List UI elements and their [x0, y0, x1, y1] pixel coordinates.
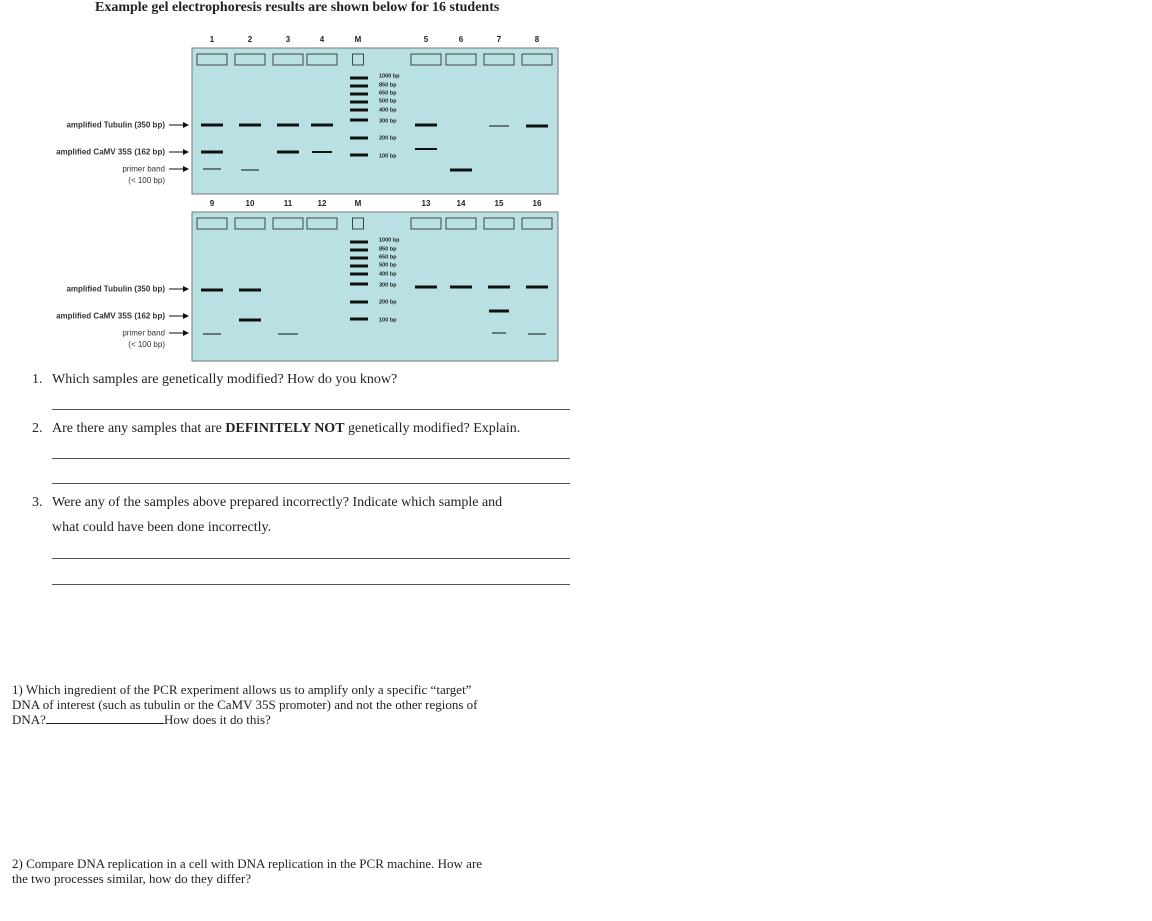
lane-label: M: [354, 35, 362, 44]
lane-label: 10: [245, 199, 255, 208]
side-labels: [56, 121, 189, 186]
ladder-band: [350, 85, 368, 88]
answer-line[interactable]: [52, 483, 570, 484]
ladder-label: 100 bp: [379, 317, 397, 324]
question-number: 3.: [32, 495, 43, 510]
answer-line[interactable]: [52, 584, 570, 585]
arrow-head: [183, 149, 189, 155]
ladder-label: 500 bp: [379, 262, 397, 269]
band: [489, 310, 509, 313]
lane-label: 15: [494, 199, 504, 208]
band: [203, 334, 221, 335]
band: [415, 124, 437, 127]
side-label-primer-sub: (< 100 bp): [128, 340, 165, 349]
ladder-label: 300 bp: [379, 282, 397, 289]
side-label-primer-sub: (< 100 bp): [128, 176, 165, 185]
lane-label: 9: [209, 199, 215, 208]
band: [277, 151, 299, 154]
lane-labels: [210, 35, 540, 44]
ladder-label: 650 bp: [379, 254, 397, 261]
band: [241, 170, 259, 171]
answer-line[interactable]: [52, 458, 570, 459]
question-emphasis: DEFINITELY NOT: [225, 421, 345, 436]
ladder-band: [350, 257, 368, 260]
band: [415, 148, 437, 150]
band: [203, 169, 221, 170]
lane-label: 11: [283, 199, 293, 208]
lane-label: 8: [534, 35, 540, 44]
ladder-label: 200 bp: [379, 135, 397, 142]
question-text: Are there any samples that are: [52, 421, 226, 436]
band: [239, 289, 261, 292]
lane-label: M: [354, 199, 362, 208]
ladder-label: 200 bp: [379, 299, 397, 306]
band: [526, 125, 548, 128]
gel-panel-bottom: [56, 199, 558, 361]
ladder-band: [350, 249, 368, 252]
pcr-question-1: [12, 682, 572, 727]
ladder-label: 300 bp: [379, 118, 397, 125]
ladder-band: [350, 101, 368, 104]
side-label-primer: primer band: [122, 164, 165, 174]
question-text: Were any of the samples above prepared incorrectly? Indicate which sample and: [52, 495, 503, 510]
ladder-band: [350, 318, 368, 321]
band: [488, 286, 510, 289]
band: [492, 333, 506, 334]
ladder-band: [350, 241, 368, 244]
lane-label: 12: [317, 199, 327, 208]
answer-line[interactable]: [52, 558, 570, 559]
ladder-label: 100 bp: [379, 153, 397, 160]
ladder-band: [350, 109, 368, 112]
band: [489, 126, 509, 127]
question-text: the two processes similar, how do they differ?: [12, 871, 251, 886]
side-label-primer: primer band: [122, 328, 165, 338]
band: [450, 286, 472, 289]
answer-blank[interactable]: [46, 712, 164, 724]
band: [201, 151, 223, 154]
side-label-tubulin: amplified Tubulin (350 bp): [66, 284, 165, 294]
lane-label: 13: [421, 199, 431, 208]
question-number: 1.: [32, 372, 43, 387]
page-title: Example gel electrophoresis results are shown below for 16 students: [95, 0, 500, 15]
band: [201, 124, 223, 127]
ladder-label: 400 bp: [379, 107, 397, 114]
lane-label: 14: [456, 199, 466, 208]
band: [239, 319, 261, 322]
ladder-band: [350, 273, 368, 276]
ladder-band: [350, 137, 368, 140]
gel-figure: [0, 0, 1152, 370]
question-1: [32, 372, 397, 388]
arrow-head: [183, 330, 189, 336]
arrow-head: [183, 286, 189, 292]
band: [415, 286, 437, 289]
question-text: Which samples are genetically modified? How do you know?: [52, 372, 398, 387]
ladder-band: [350, 119, 368, 122]
arrow-head: [183, 313, 189, 319]
ladder-label: 1000 bp: [379, 73, 400, 80]
ladder-band: [350, 93, 368, 96]
side-label-camv: amplified CaMV 35S (162 bp): [56, 147, 165, 157]
arrow-head: [183, 122, 189, 128]
lane-label: 1: [209, 35, 215, 44]
gel-background: [192, 48, 558, 194]
ladder-label: 500 bp: [379, 98, 397, 105]
arrow-head: [183, 166, 189, 172]
lane-label: 3: [285, 35, 291, 44]
ladder-label: 1000 bp: [379, 237, 400, 244]
ladder-band: [350, 265, 368, 268]
question-text-line: [12, 712, 572, 727]
band: [311, 124, 333, 127]
band: [278, 334, 298, 335]
question-2: [32, 421, 520, 437]
lane-labels: [210, 199, 542, 208]
ladder-band: [350, 77, 368, 80]
ladder-label: 850 bp: [379, 82, 397, 89]
ladder-label: 400 bp: [379, 271, 397, 278]
band: [312, 151, 332, 153]
question-number: 2.: [32, 421, 43, 436]
band: [526, 286, 548, 289]
question-text: DNA?: [12, 712, 46, 727]
lane-label: 6: [458, 35, 464, 44]
question-3: [32, 495, 502, 511]
question-text: DNA of interest (such as tubulin or the CaMV 35S promoter) and not the other regions of: [12, 697, 478, 712]
side-label-tubulin: amplified Tubulin (350 bp): [66, 120, 165, 130]
gel-panel-top: [56, 35, 558, 194]
band: [201, 289, 223, 292]
band: [450, 169, 472, 172]
band: [528, 334, 546, 335]
lane-label: 16: [532, 199, 542, 208]
lane-label: 7: [496, 35, 502, 44]
side-label-camv: amplified CaMV 35S (162 bp): [56, 311, 165, 321]
ladder-band: [350, 283, 368, 286]
pcr-question-2: [12, 856, 572, 886]
side-labels: [56, 285, 189, 350]
band: [277, 124, 299, 127]
question-text: 1) Which ingredient of the PCR experiment allows us to amplify only a specific “target”: [12, 682, 472, 697]
answer-line[interactable]: [52, 409, 570, 410]
band: [239, 124, 261, 127]
ladder-label: 850 bp: [379, 246, 397, 253]
question-text: genetically modified? Explain.: [344, 421, 521, 436]
ladder-label: 650 bp: [379, 90, 397, 97]
question-text: 2) Compare DNA replication in a cell with DNA replication in the PCR machine. How are: [12, 856, 483, 871]
lane-label: 4: [319, 35, 325, 44]
ladder-band: [350, 301, 368, 304]
question-text: what could have been done incorrectly.: [52, 520, 272, 535]
lane-label: 5: [423, 35, 429, 44]
question-text: How does it do this?: [163, 712, 271, 727]
ladder-band: [350, 154, 368, 157]
lane-label: 2: [247, 35, 253, 44]
